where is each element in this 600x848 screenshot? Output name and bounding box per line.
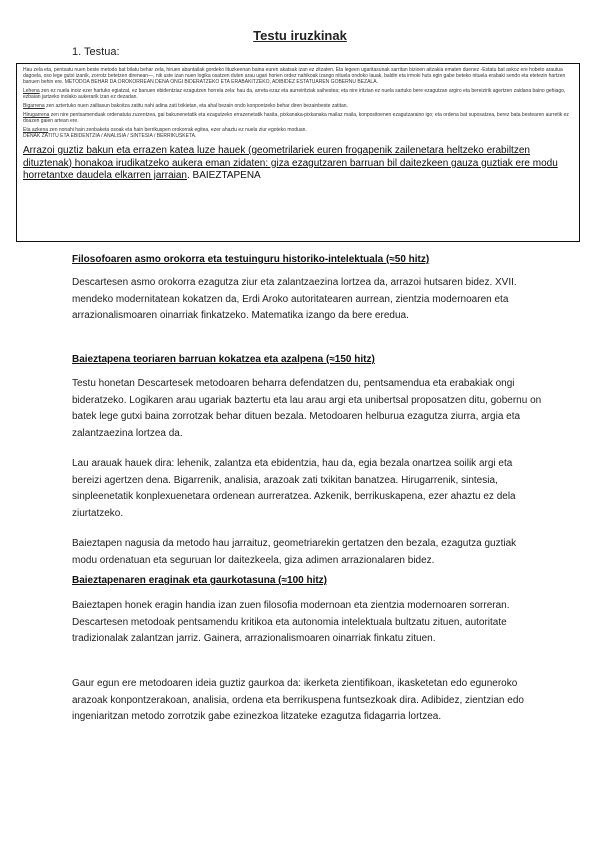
section-heading-impact: Baieztapenaren eraginak eta gaurkotasuna (≈100 hitz) bbox=[72, 575, 328, 586]
source-paragraph-4 bbox=[23, 112, 573, 124]
rule-text-first: zen ez nuela inoiz ezer hartuko egiatzat, ez banuen ebidentziaz ezagutzen horrela zela: hau da, arreta ezaz eta aurreiritziak saihestea; eta nire iritzian ez nuela sartuko bere ezagutzan argiro eta bereizirik agertzen zaidana baino gehiago, ezbaian jartzeko inolako aukerarik izan ez dezadan. bbox=[23, 88, 566, 100]
section-heading-explanation: Baieztapena teoriaren barruan kokatzea eta azalpena (≈150 hitz) bbox=[72, 354, 375, 365]
impact-paragraph-1: Baieztapen honek eragin handia izan zuen filosofia modernoan eta zientzia modernoaren sorreran. Descartesen metodoak pentsamendu kritikoa eta autonomia intelektuala bultzatu zituen, autoritate tradizionalak zalantzan jarriz. Gainera, arrazionalismoaren oinarriak finkatu zituen. bbox=[72, 600, 510, 644]
rule-keyword-last: Eta azkena bbox=[23, 127, 49, 133]
impact-paragraph-2: Gaur egun ere metodoaren ideia guztiz gaurkoa da: ikerketa zientifikoan, ikasketetan edo eguneroko arazoak konpontzerakoan, analisia, ordena eta berrikuspena funtsezkoak dira. Adibidez, zientzian edo ingeniaritzan metodo zorrotzik gabe ezinezkoa litzateke ezagutza fidagarria lortzea. bbox=[72, 678, 524, 722]
explanation-paragraph-1: Testu honetan Descartesek metodoaren beharra defendatzen du, pentsamendua eta erabakiak ongi bideratzeko. Logikaren arau ugariak baztertu eta lau arau argi eta unibertsal proposatzen ditu, gobernu on batek lege gutxi baina zorrotzak behar dituen bezala. Metodoaren helburua ezagutza ziurra, argia eta zalantzaezina lortzea da. bbox=[72, 378, 542, 439]
quote-tail: . BAIEZTAPENA bbox=[187, 170, 261, 181]
rule-keyword-third: Hirugarrena bbox=[23, 112, 50, 118]
rule-text-third: zen nire pentsamenduak ordenatuta zuzentzea, gai bakunenetatik eta ezagutzeko errazenetatik hasita, pixkanaka-pixkanaka mailaz maila, konpositoenen ezagutzaraino igo; eta ordena bat suposatzea, berez bata bestearen aurretik ez doazen gaien artean ere. bbox=[23, 112, 569, 124]
explanation-paragraph-2: Lau arauak hauek dira: lehenik, zalantza eta ebidentzia, hau da, egia bezala onartzea soilik argi eta bereizi agertzen dena. Bigarrenik, analisia, arazoak zati txikitan banatzea. Hirugarrenik, sintesia, sinpleenetatik konplexuenetara ordenean aurreratzea. Azkenik, berrikuskapena, ezer ahaztu ez dela ziurtatzeko. bbox=[72, 458, 516, 519]
source-paragraph-3 bbox=[23, 103, 573, 109]
document-title: Testu iruzkinak bbox=[253, 28, 347, 43]
context-paragraph: Descartesen asmo orokorra ezagutza ziur eta zalantzaezina lortzea da, arrazoi hutsaren bidez. XVII. mendeko modernitatean kokatzen da, Erdi Aroko autoritatearen aurrean, zientzia modernoaren eta arrazionalismoaren oinarriak finkatzeko. Matematika izango da bere eredua. bbox=[72, 277, 517, 321]
source-paragraph-5 bbox=[23, 127, 573, 139]
rule-summary: DENAK ZATITU ETA EBIDENTZIA / ANALISIA / SINTESIA / BERRIKUSKETA. bbox=[23, 133, 197, 139]
rule-keyword-first: Lehena bbox=[23, 88, 40, 94]
source-text-box bbox=[16, 63, 580, 242]
explanation-paragraph-3: Baieztapen nagusia da metodo hau jarraituz, geometriarekin gertatzen den bezala, ezagutza guztiak modu ordenatuan eta seguruan lor daitezkeela, giza adimen arrazionalaren bidez. bbox=[72, 538, 517, 566]
source-paragraph-1: Hau zela eta, pentsatu nuen beste metodo bat bilatu behar zela, hiruen abantailak gordeko lituzkeenan baina euren akatsak izan ez zitzaten. Eta legeen ugaritasunak sarritan bizioen aitzakia ematen duenez -Estatu bat askoz ere hobeto arautua dagoela, oso lege gutxi izanik, zorrotz betetzen direnean—, nik uste izan nuen logika osatzen duten arau ugari horien ordez nahikoak izango nituela ondoko lauak, baldin eta irmoki huts egin gabe beteko nituela erabaki sendo eta etetezin hartzen banuen behin ere. METODOA BEHAR DA OROKORREAN DENA ONGI BIDERATZEKO ETA ERABAKITZEKO, ADIBIDEZ ESTATUAREN GOBERNU BEZALA. bbox=[23, 67, 566, 85]
rule-text-second: zen aztertuko nuen zailtasun bakoitza zatitu nahi adina zati txikietan, eta ahal bezain ondo konpontzeko behar diren bezainbeste zatitan. bbox=[44, 103, 348, 109]
source-paragraph-2 bbox=[23, 88, 573, 100]
section-label: 1. Testua: bbox=[72, 46, 120, 58]
quote-underlined: Arrazoi guztiz bakun eta errazen katea luze hauek (geometrilariek euren frogapenik zailenetara heltzeko erabiltzen dituztenak) honakoa irudikatzeko aukera eman zidaten: giza ezagutzaren barruan bil daitezkeen gauza guztiak ere modu horretantxe daudela elkarren jarraian bbox=[23, 145, 558, 181]
section-heading-context: Filosofoaren asmo orokorra eta testuinguru historiko-intelektuala (≈50 hitz) bbox=[72, 254, 430, 265]
rule-keyword-second: Bigarrena bbox=[23, 103, 45, 109]
rule-text-last: zen nonahi hain zenbaketa osoak eta hain berrikuspen orokorrak egitea, ezer ahaztu ez nuela ziur egoteko moduan. bbox=[48, 127, 307, 133]
highlighted-quote bbox=[23, 145, 573, 183]
